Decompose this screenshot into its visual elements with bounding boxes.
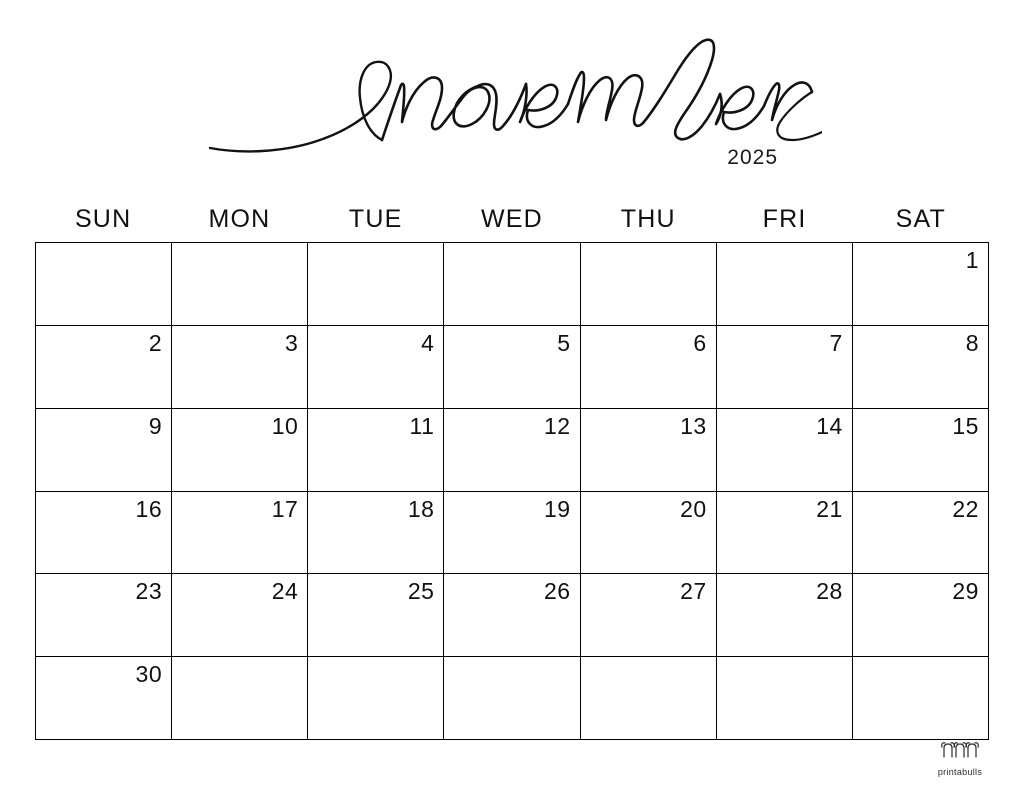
- day-cell[interactable]: [717, 492, 853, 575]
- day-cell[interactable]: [444, 657, 580, 740]
- day-cell[interactable]: [444, 326, 580, 409]
- day-cell[interactable]: [36, 492, 172, 575]
- day-cell[interactable]: [172, 326, 308, 409]
- day-cell[interactable]: [308, 326, 444, 409]
- day-number: 29: [952, 578, 979, 605]
- day-cell[interactable]: [581, 657, 717, 740]
- day-number: 21: [816, 495, 843, 522]
- brand-logo: [926, 741, 994, 779]
- day-number: 28: [816, 578, 843, 605]
- weekday-header-row: [35, 205, 989, 234]
- day-number: 10: [271, 412, 299, 439]
- day-number: 4: [421, 329, 435, 356]
- day-cell[interactable]: [172, 409, 308, 492]
- day-number: 13: [680, 412, 707, 439]
- day-cell[interactable]: [717, 574, 853, 657]
- bull-logo-icon: [940, 741, 980, 761]
- day-cell[interactable]: [444, 574, 580, 657]
- day-cell[interactable]: [444, 243, 580, 326]
- day-number: 3: [284, 329, 299, 356]
- weekday-thu: THU: [620, 205, 676, 233]
- day-number: 30: [135, 661, 163, 688]
- day-cell[interactable]: [308, 574, 444, 657]
- day-cell[interactable]: [172, 243, 308, 326]
- weekday-sun: SUN: [74, 205, 132, 233]
- calendar-title-area: [0, 18, 1024, 178]
- weekday-mon: MON: [208, 205, 271, 233]
- day-cell[interactable]: [172, 492, 308, 575]
- day-number: 12: [543, 412, 571, 439]
- day-cell[interactable]: [172, 574, 308, 657]
- day-cell[interactable]: [172, 657, 308, 740]
- weekday-sat: SAT: [895, 205, 947, 233]
- day-cell[interactable]: [717, 657, 853, 740]
- day-cell[interactable]: [36, 326, 172, 409]
- day-cell[interactable]: [36, 574, 172, 657]
- day-cell[interactable]: [444, 492, 580, 575]
- day-cell[interactable]: [308, 492, 444, 575]
- day-number: 26: [543, 578, 571, 605]
- day-cell[interactable]: [36, 657, 172, 740]
- day-number: 5: [557, 329, 571, 356]
- day-cell[interactable]: [853, 657, 989, 740]
- day-number: 25: [407, 578, 435, 605]
- brand-name: printabulls: [937, 767, 983, 777]
- day-number: 20: [680, 495, 707, 522]
- day-number: 14: [816, 412, 843, 439]
- day-cell[interactable]: [36, 409, 172, 492]
- day-cell[interactable]: [581, 326, 717, 409]
- day-number: 22: [952, 495, 979, 522]
- day-number: 15: [952, 412, 979, 439]
- day-number: 24: [271, 578, 299, 605]
- day-cell[interactable]: [308, 409, 444, 492]
- day-cell[interactable]: [717, 326, 853, 409]
- day-cell[interactable]: [581, 574, 717, 657]
- day-cell[interactable]: [717, 409, 853, 492]
- day-number: 27: [680, 578, 707, 605]
- day-number: 6: [693, 329, 707, 356]
- day-number: 16: [135, 495, 163, 522]
- day-number: 9: [148, 412, 163, 439]
- day-cell[interactable]: [308, 243, 444, 326]
- day-number: 11: [409, 412, 435, 439]
- day-cell[interactable]: [853, 574, 989, 657]
- day-cell[interactable]: [853, 326, 989, 409]
- day-number: 19: [543, 495, 571, 522]
- day-number: 8: [965, 329, 979, 356]
- weekday-fri: FRI: [762, 205, 807, 233]
- day-number: 18: [407, 495, 435, 522]
- calendar-grid: [35, 242, 989, 740]
- day-number: 7: [829, 329, 843, 356]
- day-cell[interactable]: [444, 409, 580, 492]
- day-cell[interactable]: [853, 409, 989, 492]
- day-number: 1: [965, 247, 979, 273]
- day-cell[interactable]: [717, 243, 853, 326]
- day-cell[interactable]: [36, 243, 172, 326]
- weekday-wed: WED: [481, 205, 543, 233]
- day-cell[interactable]: [853, 243, 989, 326]
- day-cell[interactable]: [581, 492, 717, 575]
- day-number: 2: [148, 329, 163, 356]
- weekday-tue: TUE: [348, 205, 403, 233]
- day-number: 23: [135, 578, 163, 605]
- day-cell[interactable]: [581, 243, 717, 326]
- day-cell[interactable]: [308, 657, 444, 740]
- day-number: 17: [271, 495, 299, 522]
- day-cell[interactable]: [581, 409, 717, 492]
- day-cell[interactable]: [853, 492, 989, 575]
- year-label: 2025: [727, 146, 778, 169]
